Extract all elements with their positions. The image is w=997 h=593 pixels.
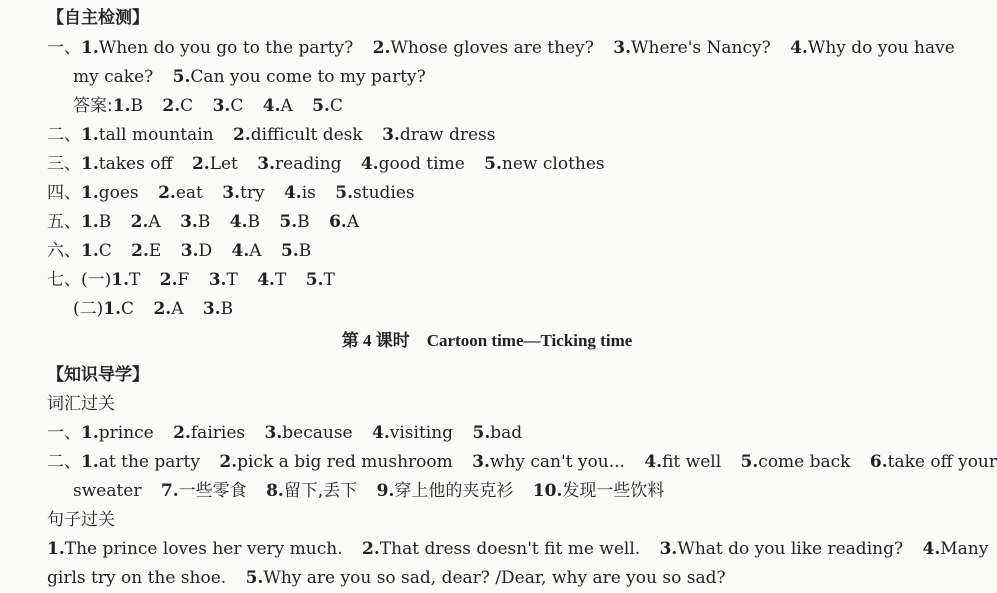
vocab-row-1: 一、1.prince 2.fairies 3.because 4.visiting 5.bad bbox=[47, 423, 523, 443]
answer-row-4: 四、1.goes 2.eat 3.try 4.is 5.studies bbox=[47, 183, 415, 203]
answer-row-6: 六、1.C 2.E 3.D 4.A 5.B bbox=[47, 241, 312, 261]
lesson-title: 第 4 课时 Cartoon time—Ticking time bbox=[341, 331, 633, 350]
answer-row-5: 五、1.B 2.A 3.B 4.B 5.B 6.A bbox=[47, 212, 360, 232]
section-heading-knowledge: 【知识导学】 bbox=[47, 365, 149, 385]
answer-row-3: 三、1.takes off 2.Let 3.reading 4.good time 5.new clothes bbox=[47, 154, 605, 174]
vocab-row-2-cont: sweater 7.一些零食 8.留下,丢下 9.穿上他的夹克衫 10.发现一些饮料 bbox=[73, 481, 665, 501]
vocab-row-2: 二、1.at the party 2.pick a big red mushroom 3.why can't you... 4.fit well 5.come back 6.take off your bbox=[47, 452, 997, 472]
sentence-row-1-cont: girls try on the shoe. 5.Why are you so sad, dear? /Dear, why are you so sad? bbox=[47, 568, 726, 588]
answer-row-7: 七、(一)1.T 2.F 3.T 4.T 5.T bbox=[47, 270, 335, 290]
answer-row-2: 二、1.tall mountain 2.difficult desk 3.draw dress bbox=[47, 125, 496, 145]
answer-row-1: 一、1.When do you go to the party? 2.Whose gloves are they? 3.Where's Nancy? 4.Why do you have bbox=[47, 38, 955, 58]
subheading-sentences: 句子过关 bbox=[47, 510, 115, 530]
subheading-vocabulary: 词汇过关 bbox=[47, 394, 115, 414]
answer-row-7-part2: (二)1.C 2.A 3.B bbox=[73, 299, 234, 319]
answer-key-row: 答案:1.B 2.C 3.C 4.A 5.C bbox=[73, 96, 343, 116]
answer-row-1-cont: my cake? 5.Can you come to my party? bbox=[73, 67, 426, 87]
section-heading-self-check: 【自主检测】 bbox=[47, 8, 149, 28]
sentence-row-1: 1.The prince loves her very much. 2.That dress doesn't fit me well. 3.What do you like reading? 4.Many bbox=[47, 539, 989, 559]
